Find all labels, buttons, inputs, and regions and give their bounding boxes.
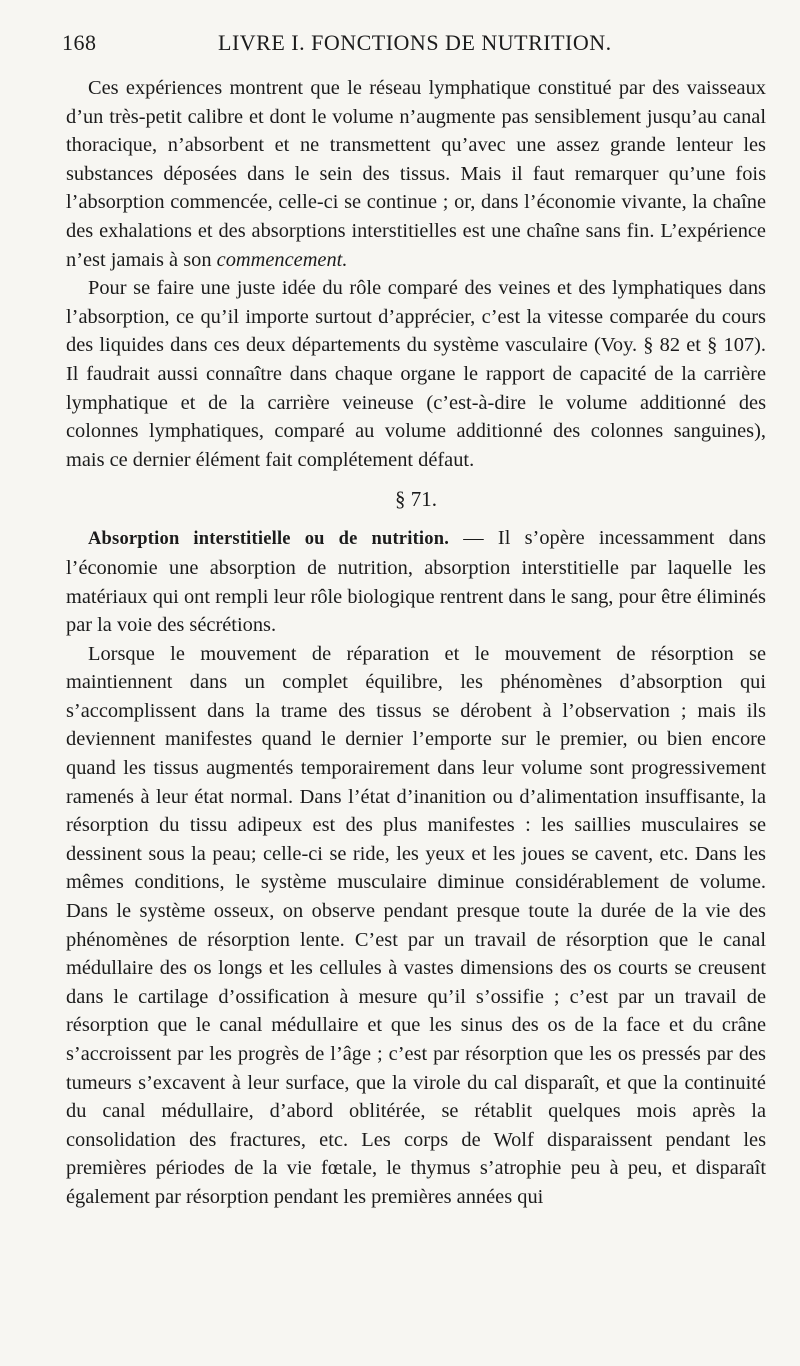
paragraph-1 [66, 74, 766, 274]
page-header [62, 30, 766, 60]
running-head: LIVRE I. FONCTIONS DE NUTRITION. [218, 30, 612, 55]
paragraph-3-text: — Il s’opère incessamment dans l’économie une absorption de nutrition, absorption interstitielle par laquelle les matériaux qui ont rempli leur rôle biologique rentrent dans le sang, pour être éliminés par la voie des sécrétions. [66, 527, 766, 637]
body-text [66, 74, 766, 1212]
paragraph-4: Lorsque le mouvement de réparation et le mouvement de résorption se maintiennent dans un complet équilibre, les phénomènes d’absorption qui s’accomplissent dans la trame des tissus se dérobent à l’observation ; mais ils deviennent manifestes quand le dernier l’emporte sur le premier, ou bien encore quand les tissus augmentés temporairement dans leur volume sont progressivement ramenés à leur état normal. Dans l’état d’inanition ou d’alimentation insuffisante, la résorption du tissu adipeux est des plus manifestes : les saillies musculaires se dessinent sous la peau; celle-ci se ride, les yeux et les joues se cavent, etc. Dans les mêmes conditions, le système musculaire diminue considérablement de volume. Dans le système osseux, on observe pendant presque toute la durée de la vie des phénomènes de résorption lente. C’est par un travail de résorption que le canal médullaire des os longs et les cellules à vastes dimensions des os courts se creusent dans le cartilage d’ossification à mesure qu’il s’ossifie ; c’est par un travail de résorption que le canal médullaire et que les sinus des os de la face et du crâne s’accroissent par les progrès de l’âge ; c’est par résorption que les os pressés par des tumeurs s’excavent à leur surface, que la virole du cal disparaît, et que la continuité du canal médullaire, d’abord oblitérée, se rétablit quelques mois après la consolidation des fractures, etc. Les corps de Wolf disparaissent pendant les premières périodes de la vie fœtale, le thymus s’atrophie peu à peu, et disparaît également par résorption pendant les premières années qui [66, 642, 766, 1208]
paragraph-3 [66, 524, 766, 639]
paragraph-1-text: Ces expériences montrent que le réseau lymphatique constitué par des vaisseaux d’un très-petit calibre et dont le volume n’augmente pas sensiblement jusqu’au canal thoracique, n’absorbent et ne transmettent qu’avec une assez grande lenteur les substances déposées dans le sein des tissus. Mais il faut remarquer qu’une fois l’absorption commencée, celle-ci se continue ; or, dans l’économie vivante, la chaîne des exhalations et des absorptions interstitielles est une chaîne sans fin. L’expérience n’est jamais à son [66, 77, 766, 271]
paragraph-2: Pour se faire une juste idée du rôle comparé des veines et des lymphatiques dans l’absorption, ce qu’il importe surtout d’apprécier, c’est la vitesse comparée du cours des liquides dans ces deux départements du système vasculaire (Voy. § 82 et § 107). Il faudrait aussi connaître dans chaque organe le rapport de capacité de la carrière lymphatique et de la carrière veineuse (c’est-à-dire le volume additionné des colonnes lymphatiques, comparé au volume additionné des colonnes sanguines), mais ce dernier élément fait complétement défaut. [66, 277, 766, 471]
section-heading: § 71. [395, 487, 437, 512]
paragraph-1-emphasis: commencement. [216, 248, 348, 271]
book-page [62, 30, 766, 1212]
page-number: 168 [62, 30, 97, 55]
paragraph-3-runin-heading: Absorption interstitielle ou de nutrition. [88, 529, 450, 550]
